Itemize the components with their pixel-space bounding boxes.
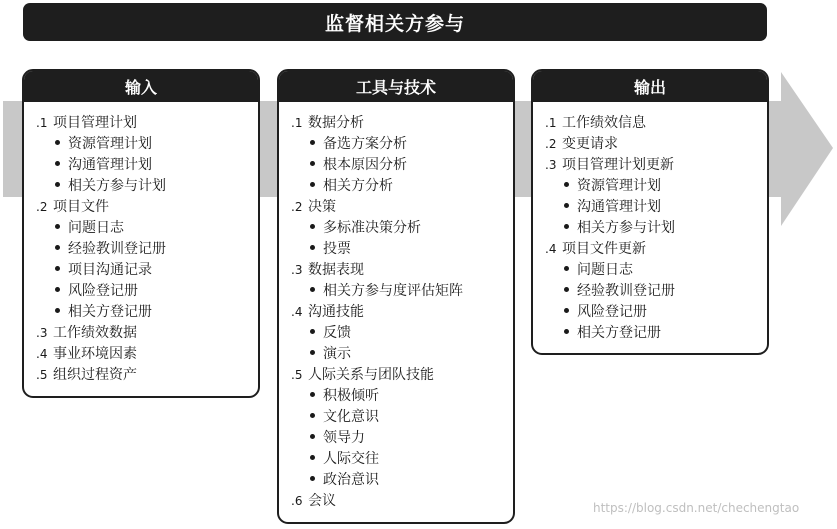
item-label: 反馈 xyxy=(323,325,351,341)
item-label: 相关方参与度评估矩阵 xyxy=(323,283,463,299)
item-number: .2 xyxy=(36,200,48,214)
item-label: 事业环境因素 xyxy=(53,346,137,362)
bullet-icon xyxy=(310,245,315,250)
item-label: 根本原因分析 xyxy=(323,157,407,173)
item-label: 人际交往 xyxy=(323,451,379,467)
sub-list-item xyxy=(279,239,513,260)
list-item xyxy=(279,197,513,218)
input-panel xyxy=(22,69,260,398)
sub-list-item xyxy=(279,155,513,176)
bullet-icon xyxy=(310,224,315,229)
item-label: 风险登记册 xyxy=(68,283,138,299)
bullet-icon xyxy=(310,434,315,439)
sub-list-item xyxy=(24,281,258,302)
output-panel-header: 输出 xyxy=(533,71,767,102)
sub-list-item xyxy=(24,302,258,323)
item-number: .2 xyxy=(291,200,303,214)
bullet-icon xyxy=(310,476,315,481)
item-label: 项目文件 xyxy=(53,199,109,215)
sub-list-item xyxy=(533,197,767,218)
output-panel xyxy=(531,69,769,355)
item-number: .4 xyxy=(545,242,557,256)
watermark: https://blog.csdn.net/chechengtao xyxy=(593,501,800,515)
item-number: .5 xyxy=(291,368,303,382)
item-label: 组织过程资产 xyxy=(53,367,137,383)
diagram-title: 监督相关方参与 xyxy=(23,3,767,41)
tools-panel xyxy=(277,69,515,524)
list-item xyxy=(279,491,513,512)
sub-list-item xyxy=(279,449,513,470)
sub-list-item xyxy=(279,428,513,449)
item-number: .1 xyxy=(291,116,303,130)
sub-list-item xyxy=(24,260,258,281)
item-label: 数据表现 xyxy=(308,262,364,278)
item-label: 项目管理计划 xyxy=(53,115,137,131)
bullet-icon xyxy=(310,329,315,334)
list-item xyxy=(24,344,258,365)
item-label: 项目文件更新 xyxy=(562,241,646,257)
sub-list-item xyxy=(533,281,767,302)
sub-list-item xyxy=(533,176,767,197)
sub-list-item xyxy=(279,134,513,155)
item-label: 政治意识 xyxy=(323,472,379,488)
item-label: 项目沟通记录 xyxy=(68,262,152,278)
sub-list-item xyxy=(279,323,513,344)
item-label: 资源管理计划 xyxy=(577,178,661,194)
item-label: 风险登记册 xyxy=(577,304,647,320)
sub-list-item xyxy=(279,281,513,302)
item-label: 相关方登记册 xyxy=(68,304,152,320)
item-number: .6 xyxy=(291,494,303,508)
sub-list-item xyxy=(533,323,767,344)
sub-list-item xyxy=(279,386,513,407)
sub-list-item xyxy=(279,218,513,239)
bullet-icon xyxy=(55,161,60,166)
item-label: 积极倾听 xyxy=(323,388,379,404)
item-number: .2 xyxy=(545,137,557,151)
bullet-icon xyxy=(564,224,569,229)
item-number: .1 xyxy=(36,116,48,130)
sub-list-item xyxy=(24,134,258,155)
item-label: 问题日志 xyxy=(577,262,633,278)
item-label: 工作绩效信息 xyxy=(562,115,646,131)
item-label: 沟通管理计划 xyxy=(577,199,661,215)
bullet-icon xyxy=(310,350,315,355)
item-label: 文化意识 xyxy=(323,409,379,425)
item-label: 经验教训登记册 xyxy=(68,241,166,257)
item-label: 数据分析 xyxy=(308,115,364,131)
item-label: 相关方参与计划 xyxy=(577,220,675,236)
item-number: .4 xyxy=(291,305,303,319)
item-label: 备选方案分析 xyxy=(323,136,407,152)
item-label: 演示 xyxy=(323,346,351,362)
sub-list-item xyxy=(279,407,513,428)
item-label: 变更请求 xyxy=(562,136,618,152)
item-label: 问题日志 xyxy=(68,220,124,236)
list-item xyxy=(279,260,513,281)
bullet-icon xyxy=(55,308,60,313)
item-label: 沟通技能 xyxy=(308,304,364,320)
list-item xyxy=(533,134,767,155)
list-item xyxy=(533,155,767,176)
item-number: .3 xyxy=(291,263,303,277)
item-label: 经验教训登记册 xyxy=(577,283,675,299)
bullet-icon xyxy=(564,203,569,208)
bullet-icon xyxy=(310,392,315,397)
item-number: .3 xyxy=(545,158,557,172)
bullet-icon xyxy=(55,266,60,271)
bullet-icon xyxy=(310,182,315,187)
sub-list-item xyxy=(24,239,258,260)
tools-panel-header: 工具与技术 xyxy=(279,71,513,102)
output-list xyxy=(533,102,767,344)
item-label: 会议 xyxy=(308,493,336,509)
list-item xyxy=(24,197,258,218)
item-number: .1 xyxy=(545,116,557,130)
bullet-icon xyxy=(310,140,315,145)
item-label: 相关方参与计划 xyxy=(68,178,166,194)
bullet-icon xyxy=(310,287,315,292)
sub-list-item xyxy=(279,176,513,197)
list-item xyxy=(279,302,513,323)
item-label: 投票 xyxy=(323,241,351,257)
list-item xyxy=(279,365,513,386)
sub-list-item xyxy=(24,218,258,239)
item-label: 人际关系与团队技能 xyxy=(308,367,434,383)
item-label: 资源管理计划 xyxy=(68,136,152,152)
bullet-icon xyxy=(564,287,569,292)
sub-list-item xyxy=(279,344,513,365)
bullet-icon xyxy=(564,182,569,187)
list-item xyxy=(533,239,767,260)
item-label: 决策 xyxy=(308,199,336,215)
bullet-icon xyxy=(564,329,569,334)
list-item xyxy=(533,113,767,134)
sub-list-item xyxy=(24,155,258,176)
item-label: 项目管理计划更新 xyxy=(562,157,674,173)
input-panel-header: 输入 xyxy=(24,71,258,102)
item-number: .5 xyxy=(36,368,48,382)
bullet-icon xyxy=(310,161,315,166)
input-list xyxy=(24,102,258,386)
item-label: 相关方登记册 xyxy=(577,325,661,341)
bullet-icon xyxy=(310,413,315,418)
sub-list-item xyxy=(533,218,767,239)
bullet-icon xyxy=(55,245,60,250)
list-item xyxy=(24,323,258,344)
bullet-icon xyxy=(310,455,315,460)
item-number: .3 xyxy=(36,326,48,340)
tools-list xyxy=(279,102,513,512)
bullet-icon xyxy=(564,308,569,313)
item-label: 相关方分析 xyxy=(323,178,393,194)
bullet-icon xyxy=(55,182,60,187)
item-number: .4 xyxy=(36,347,48,361)
sub-list-item xyxy=(533,302,767,323)
bullet-icon xyxy=(55,224,60,229)
bullet-icon xyxy=(55,140,60,145)
bullet-icon xyxy=(564,266,569,271)
sub-list-item xyxy=(279,470,513,491)
sub-list-item xyxy=(24,176,258,197)
item-label: 工作绩效数据 xyxy=(53,325,137,341)
list-item xyxy=(24,365,258,386)
list-item xyxy=(279,113,513,134)
bullet-icon xyxy=(55,287,60,292)
sub-list-item xyxy=(533,260,767,281)
item-label: 领导力 xyxy=(323,430,365,446)
list-item xyxy=(24,113,258,134)
item-label: 沟通管理计划 xyxy=(68,157,152,173)
item-label: 多标准决策分析 xyxy=(323,220,421,236)
